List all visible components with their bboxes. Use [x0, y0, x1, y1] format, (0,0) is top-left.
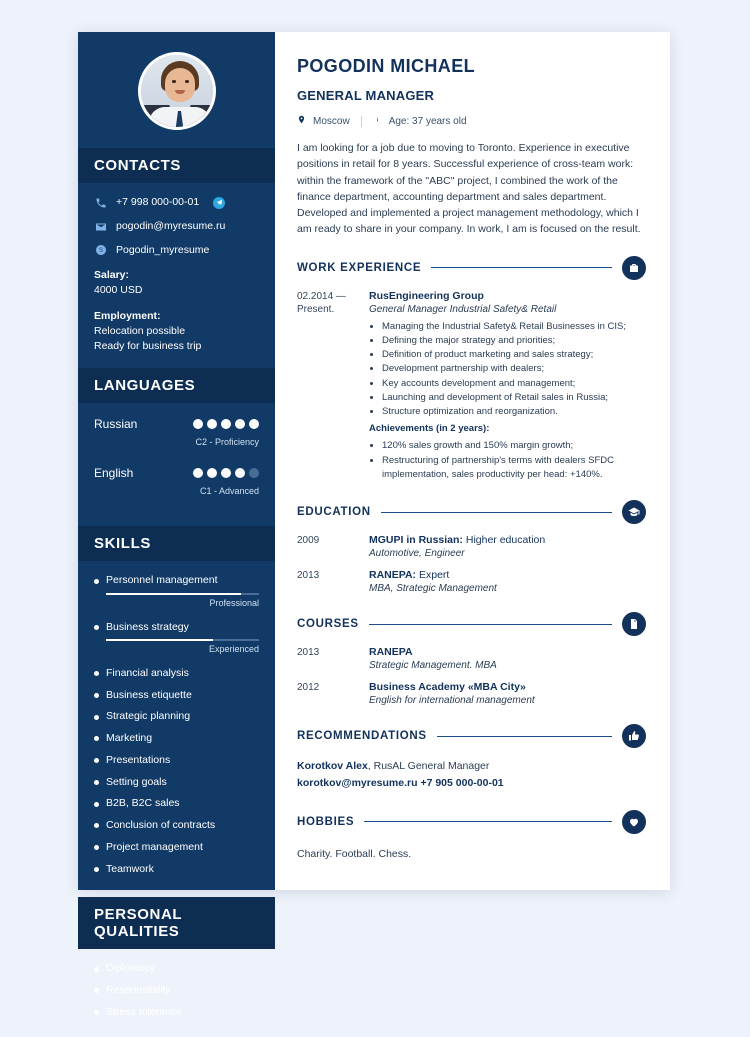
skill-label: B2B, B2C sales	[106, 797, 180, 810]
language-name: Russian	[94, 417, 138, 432]
contact-email-value: pogodin@myresume.ru	[116, 219, 226, 232]
skill-level: Professional	[209, 598, 259, 609]
employment-value-1: Relocation possible	[94, 324, 186, 337]
language-rating	[193, 419, 259, 429]
work-period: 02.2014 — Present.	[297, 290, 346, 316]
qualities-body	[78, 949, 275, 1036]
language-item	[94, 415, 259, 450]
section-header-work	[297, 256, 646, 280]
svg-text:S: S	[98, 248, 103, 255]
quality-label: Stress tolerance	[106, 1005, 182, 1018]
course-entry	[297, 681, 646, 706]
employment-block	[94, 309, 259, 355]
section-header-recommendations	[297, 724, 646, 748]
section-title: WORK EXPERIENCE	[297, 261, 422, 274]
education-entry	[297, 569, 646, 594]
list-item: • 120% sales growth and 150% margin growth;	[382, 439, 646, 453]
skill-name: Business strategy	[106, 620, 189, 633]
skill-rated	[94, 573, 259, 610]
salary-label: Salary:	[94, 269, 130, 282]
recommender-email[interactable]: korotkov@myresume.ru	[297, 776, 418, 789]
avatar-container	[78, 32, 275, 144]
quality-label: Diplomacy	[106, 962, 156, 975]
education-year: 2013	[297, 570, 320, 582]
recommendation-contact	[297, 775, 646, 792]
course-year: 2013	[297, 647, 320, 659]
thumbs-up-icon	[622, 724, 646, 748]
divider	[369, 624, 612, 625]
skill-item	[94, 818, 259, 834]
recommender-role: , RusAL General Manager	[367, 760, 490, 773]
recommender-phone: +7 905 000-00-01	[417, 776, 504, 789]
skill-label: Presentations	[106, 753, 171, 766]
recommendation-block	[297, 758, 646, 792]
contact-email[interactable]	[94, 219, 259, 235]
skill-bar	[106, 593, 259, 595]
education-field: Automotive, Engineer	[369, 548, 465, 560]
list-item: • Managing the Industrial Safety& Retail Businesses in CIS;	[382, 320, 646, 334]
heart-icon	[622, 810, 646, 834]
quality-label: Responsibility	[106, 984, 171, 997]
skill-item	[94, 709, 259, 725]
section-header-hobbies	[297, 810, 646, 834]
education-degree: Higher education	[462, 534, 546, 547]
skill-item	[94, 688, 259, 704]
contact-skype[interactable]	[94, 243, 259, 259]
contact-skype-value: Pogodin_myresume	[116, 243, 210, 256]
skills-body	[78, 561, 275, 893]
meta-row	[297, 114, 646, 128]
skill-label: Setting goals	[106, 775, 167, 788]
course-title: RANEPA	[369, 646, 413, 659]
contact-phone-value: +7 998 000-00-01	[116, 196, 200, 208]
skill-label: Business etiquette	[106, 688, 192, 701]
qualities-heading: PERSONAL QUALITIES	[78, 897, 275, 949]
employment-label: Employment:	[94, 309, 161, 322]
main-content	[275, 32, 670, 890]
skill-item	[94, 753, 259, 769]
education-degree: Expert	[416, 569, 450, 582]
info-icon	[373, 114, 382, 128]
briefcase-icon	[622, 256, 646, 280]
sidebar	[78, 32, 275, 1018]
work-company: RusEngineering Group	[369, 289, 484, 302]
section-title: HOBBIES	[297, 815, 355, 828]
list-item: • Definition of product marketing and sales strategy;	[382, 348, 646, 362]
page-title: POGODIN MICHAEL	[297, 56, 476, 76]
skill-label: Financial analysis	[106, 666, 189, 679]
education-school: RANEPA:	[369, 569, 417, 582]
skill-item	[94, 731, 259, 747]
resume-page	[78, 32, 670, 1018]
course-subtitle: English for international management	[369, 695, 535, 707]
skill-bar	[106, 639, 259, 641]
skill-item	[94, 862, 259, 878]
contact-phone[interactable]	[94, 195, 259, 211]
skill-item	[94, 840, 259, 856]
telegram-icon[interactable]	[213, 197, 225, 209]
envelope-icon	[94, 220, 107, 233]
skill-label: Conclusion of contracts	[106, 819, 216, 832]
course-title: Business Academy «MBA City»	[369, 681, 526, 694]
language-item	[94, 464, 259, 499]
section-title: RECOMMENDATIONS	[297, 730, 427, 743]
work-position: General Manager Industrial Safety& Retail	[369, 303, 557, 315]
list-item: • Development partnership with dealers;	[382, 362, 646, 376]
document-icon	[622, 612, 646, 636]
languages-heading: LANGUAGES	[78, 368, 275, 403]
skill-item	[94, 666, 259, 682]
contacts-heading: CONTACTS	[78, 148, 275, 183]
quality-item	[94, 961, 259, 977]
skill-item	[94, 775, 259, 791]
recommendation-person	[297, 758, 646, 775]
list-item: • Defining the major strategy and priorities;	[382, 334, 646, 348]
job-role: GENERAL MANAGER	[297, 88, 435, 103]
hobbies-text: Charity. Football. Chess.	[297, 847, 412, 860]
achievement-bullets	[382, 439, 646, 482]
skill-rated	[94, 620, 259, 657]
skill-label: Strategic planning	[106, 710, 191, 723]
divider	[364, 821, 612, 822]
location-pin-icon	[297, 114, 306, 128]
graduation-cap-icon	[622, 500, 646, 524]
divider	[431, 267, 612, 268]
education-entry	[297, 534, 646, 559]
employment-value-2: Ready for business trip	[94, 340, 202, 353]
achievements-label: Achievements (in 2 years):	[369, 423, 490, 435]
language-rating	[193, 468, 259, 478]
language-level: C2 - Proficiency	[195, 437, 259, 448]
section-header-courses	[297, 612, 646, 636]
phone-icon	[94, 196, 107, 209]
course-entry	[297, 646, 646, 671]
location-value: Moscow	[313, 115, 350, 127]
list-item: • Restructuring of partnership's terms with dealers SFDC implementation, sales productivity per head: +140%.	[382, 454, 646, 483]
summary-text: I am looking for a job due to moving to Toronto. Experience in executive positions in retail for 8 years. Successful experience of cross-team work: within the framework of the "ABC" project, I combined the work of the finance department, accounting department and sales department. Developed and implemented a project management methodology, which I am ready to share in your company. In work, I am is focused on the result.	[297, 142, 641, 236]
salary-block	[94, 268, 259, 298]
divider	[381, 512, 612, 513]
section-header-education	[297, 500, 646, 524]
skype-icon	[94, 244, 107, 257]
education-year: 2009	[297, 535, 320, 547]
list-item: • Key accounts development and management;	[382, 377, 646, 391]
skills-heading: SKILLS	[78, 526, 275, 561]
list-item: • Launching and development of Retail sales in Russia;	[382, 391, 646, 405]
section-title: COURSES	[297, 618, 359, 631]
list-item: • Structure optimization and reorganization.	[382, 405, 646, 419]
skill-name: Personnel management	[106, 574, 218, 587]
skill-level: Experienced	[208, 644, 259, 655]
course-subtitle: Strategic Management. MBA	[369, 660, 497, 672]
language-level: C1 - Advanced	[199, 485, 259, 496]
languages-body	[78, 403, 275, 522]
skill-label: Teamwork	[106, 862, 154, 875]
salary-value: 4000 USD	[94, 284, 143, 297]
skill-label: Marketing	[106, 732, 153, 745]
quality-item	[94, 1005, 259, 1021]
course-year: 2012	[297, 682, 320, 694]
education-school: MGUPI in Russian:	[369, 534, 463, 547]
work-bullets	[382, 320, 646, 420]
age-value: Age: 37 years old	[388, 115, 467, 127]
divider	[437, 736, 612, 737]
work-entry	[297, 290, 646, 483]
recommender-name: Korotkov Alex	[297, 760, 368, 773]
skill-item	[94, 796, 259, 812]
contacts-body	[78, 183, 275, 364]
education-field: MBA, Strategic Management	[369, 583, 497, 595]
quality-item	[94, 983, 259, 999]
skill-label: Project management	[106, 840, 203, 853]
language-name: English	[94, 465, 134, 480]
section-title: EDUCATION	[297, 506, 371, 519]
avatar	[138, 52, 216, 130]
